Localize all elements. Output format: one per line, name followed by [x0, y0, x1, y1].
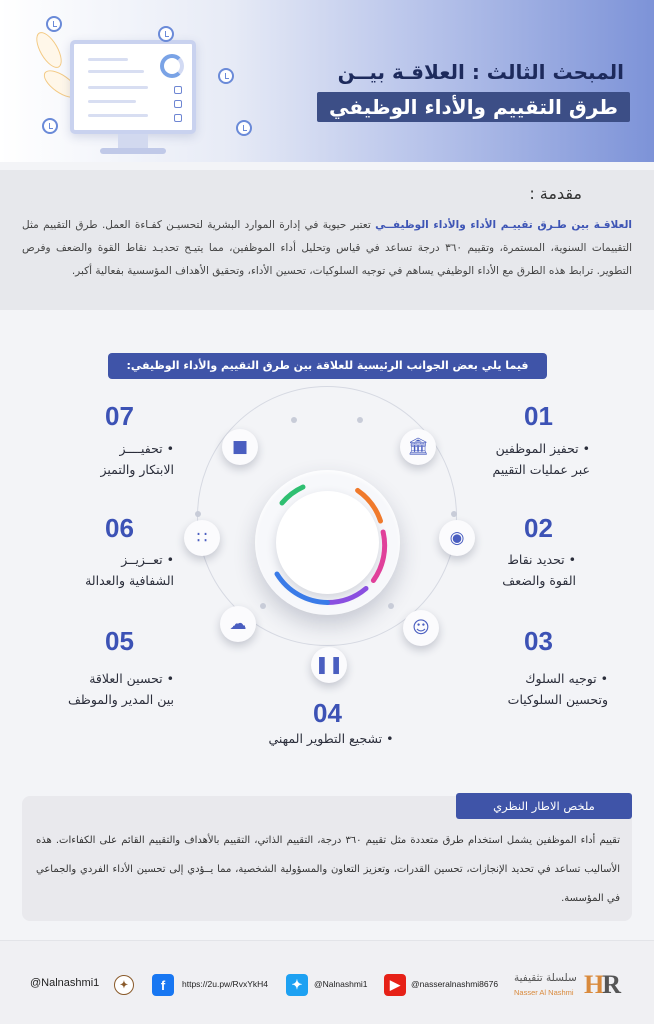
item-label	[42, 668, 174, 710]
item-line2: بين المدير والموظف	[67, 692, 174, 707]
item-line2: وتحسين السلوكيات	[507, 692, 608, 707]
twitter-handle[interactable]: @Nalnashmi1	[30, 977, 100, 989]
twitter-icon[interactable]: ✦	[286, 974, 308, 996]
item-line2: القوة والضعف	[502, 573, 576, 588]
item-number: 03	[524, 626, 553, 656]
facebook-link[interactable]: https://2u.pw/RvxYkH4	[182, 979, 268, 989]
item-line1: • تشجيع التطوير المهني	[268, 731, 394, 746]
arc-blue	[277, 574, 328, 603]
orbit-dot	[260, 603, 266, 609]
clock-icon	[42, 118, 58, 134]
brand-logo-h: H	[584, 970, 603, 999]
item-line1: • تحديد نقاط	[507, 552, 576, 567]
brand-english: Nasser Al Nashmi	[514, 988, 574, 997]
leaf-decoration	[31, 28, 67, 72]
monitor-stand	[118, 134, 148, 148]
summary-title: ملخص الاطار النظري	[456, 793, 632, 819]
location-pin-icon: ◉	[439, 520, 475, 556]
monitor-illustration	[70, 40, 196, 134]
team-icon: ☺	[403, 610, 439, 646]
summary-text: تقييم أداء الموظفين يشمل استخدام طرق متعددة مثل تقييم ٣٦٠ درجة، التقييم الذاتي، التقييم بالأهداف والتقييم القائم على الكفاءات. هذه الأساليب تساعد في تحديد الإنجازات، تحسين القدرات، وتعزيز التعاون والمسؤولية الشخصية، مما يــؤدي إلى تحسين الأداء الفردي والجماعي في المؤسسة.	[36, 835, 620, 904]
item-line1: • تحفيز الموظفين	[495, 441, 590, 456]
pause-icon: ❚❚	[311, 647, 347, 683]
item-label	[470, 438, 590, 480]
intro-section	[0, 170, 654, 310]
brand-logo	[584, 970, 619, 1000]
header-banner	[0, 0, 654, 162]
page-title-line1: المبحث الثالث : العلاقـة بيــن	[337, 60, 624, 84]
orbit-dot	[388, 603, 394, 609]
cloud-upload-icon: ☁	[220, 606, 256, 642]
brand-logo-r: R	[602, 970, 620, 999]
item-number: 06	[105, 513, 134, 543]
monitor-base	[100, 148, 166, 154]
intro-highlight: العلاقـة بين طـرق تقييـم الأداء والأداء الوظيفــي	[375, 219, 632, 231]
clock-icon	[46, 16, 62, 32]
item-number: 07	[105, 401, 134, 431]
arc-orange	[358, 490, 381, 521]
item-line1: • تعــزيــز	[121, 552, 174, 567]
intro-body: تعتبر حيوية في إدارة الموارد البشرية لتحسيـن كفـاءة العمل. طرق التقييم مثل التقييمات السنوية، المستمرة، وتقييم ٣٦٠ درجة تساعد في قياس وتحليل أداء الموظفين، مما يتيـح تحديـد نقاط القوة والضعف وفرص التطوير. ترابط هذه الطرق مع الأداء الوظيفي يساهم في توجيه السلوكيات، تحسين الأداء، وتحقيق الأهداف المؤسسية بفعالية أكبر.	[22, 219, 633, 277]
intro-paragraph	[22, 214, 632, 283]
brand-arabic: سلسلة تثقيفية	[514, 972, 577, 984]
clock-icon	[236, 120, 252, 136]
bank-icon: 🏛	[400, 429, 436, 465]
orbit-dot	[291, 417, 297, 423]
center-hub-arcs	[255, 470, 400, 615]
facebook-icon[interactable]: f	[152, 974, 174, 996]
twitter-link[interactable]: @Nalnashmi1	[314, 979, 368, 989]
item-label	[470, 668, 608, 710]
item-line1: • تحسين العلاقة	[89, 671, 174, 686]
clock-icon	[158, 26, 174, 42]
item-line1: • توجيه السلوك	[525, 671, 608, 686]
lock-icon: ■	[222, 429, 258, 465]
twitter-bird-icon[interactable]: ✦	[114, 975, 134, 995]
arc-pink	[373, 532, 384, 581]
aspects-banner: فيما يلي بعض الجوانب الرئيسية للعلاقة بين طرق التقييم والأداء الوظيفي:	[108, 353, 547, 379]
item-number: 04	[313, 698, 342, 728]
wifi-icon: ∷	[184, 520, 220, 556]
page-title-line2: طرق التقييم والأداء الوظيفي	[317, 92, 630, 122]
orbit-dot	[451, 511, 457, 517]
intro-heading: مقدمة :	[529, 184, 582, 203]
item-number: 05	[105, 626, 134, 656]
item-line2: الشفافية والعدالة	[85, 573, 174, 588]
item-number: 02	[524, 513, 553, 543]
youtube-icon[interactable]: ▶	[384, 974, 406, 996]
item-label	[52, 549, 174, 591]
orbit-dot	[195, 511, 201, 517]
arc-purple	[328, 589, 367, 603]
item-label	[256, 728, 406, 749]
item-line2: عبر عمليات التقييم	[492, 462, 590, 477]
youtube-link[interactable]: @nasseralnashmi8676	[411, 979, 499, 989]
item-label	[62, 438, 174, 480]
orbit-dot	[357, 417, 363, 423]
item-number: 01	[524, 401, 553, 431]
item-label	[470, 549, 576, 591]
arc-green	[282, 487, 303, 503]
item-line2: الابتكار والتميز	[100, 462, 174, 477]
item-line1: • تحفيــــز	[119, 441, 174, 456]
clock-icon	[218, 68, 234, 84]
